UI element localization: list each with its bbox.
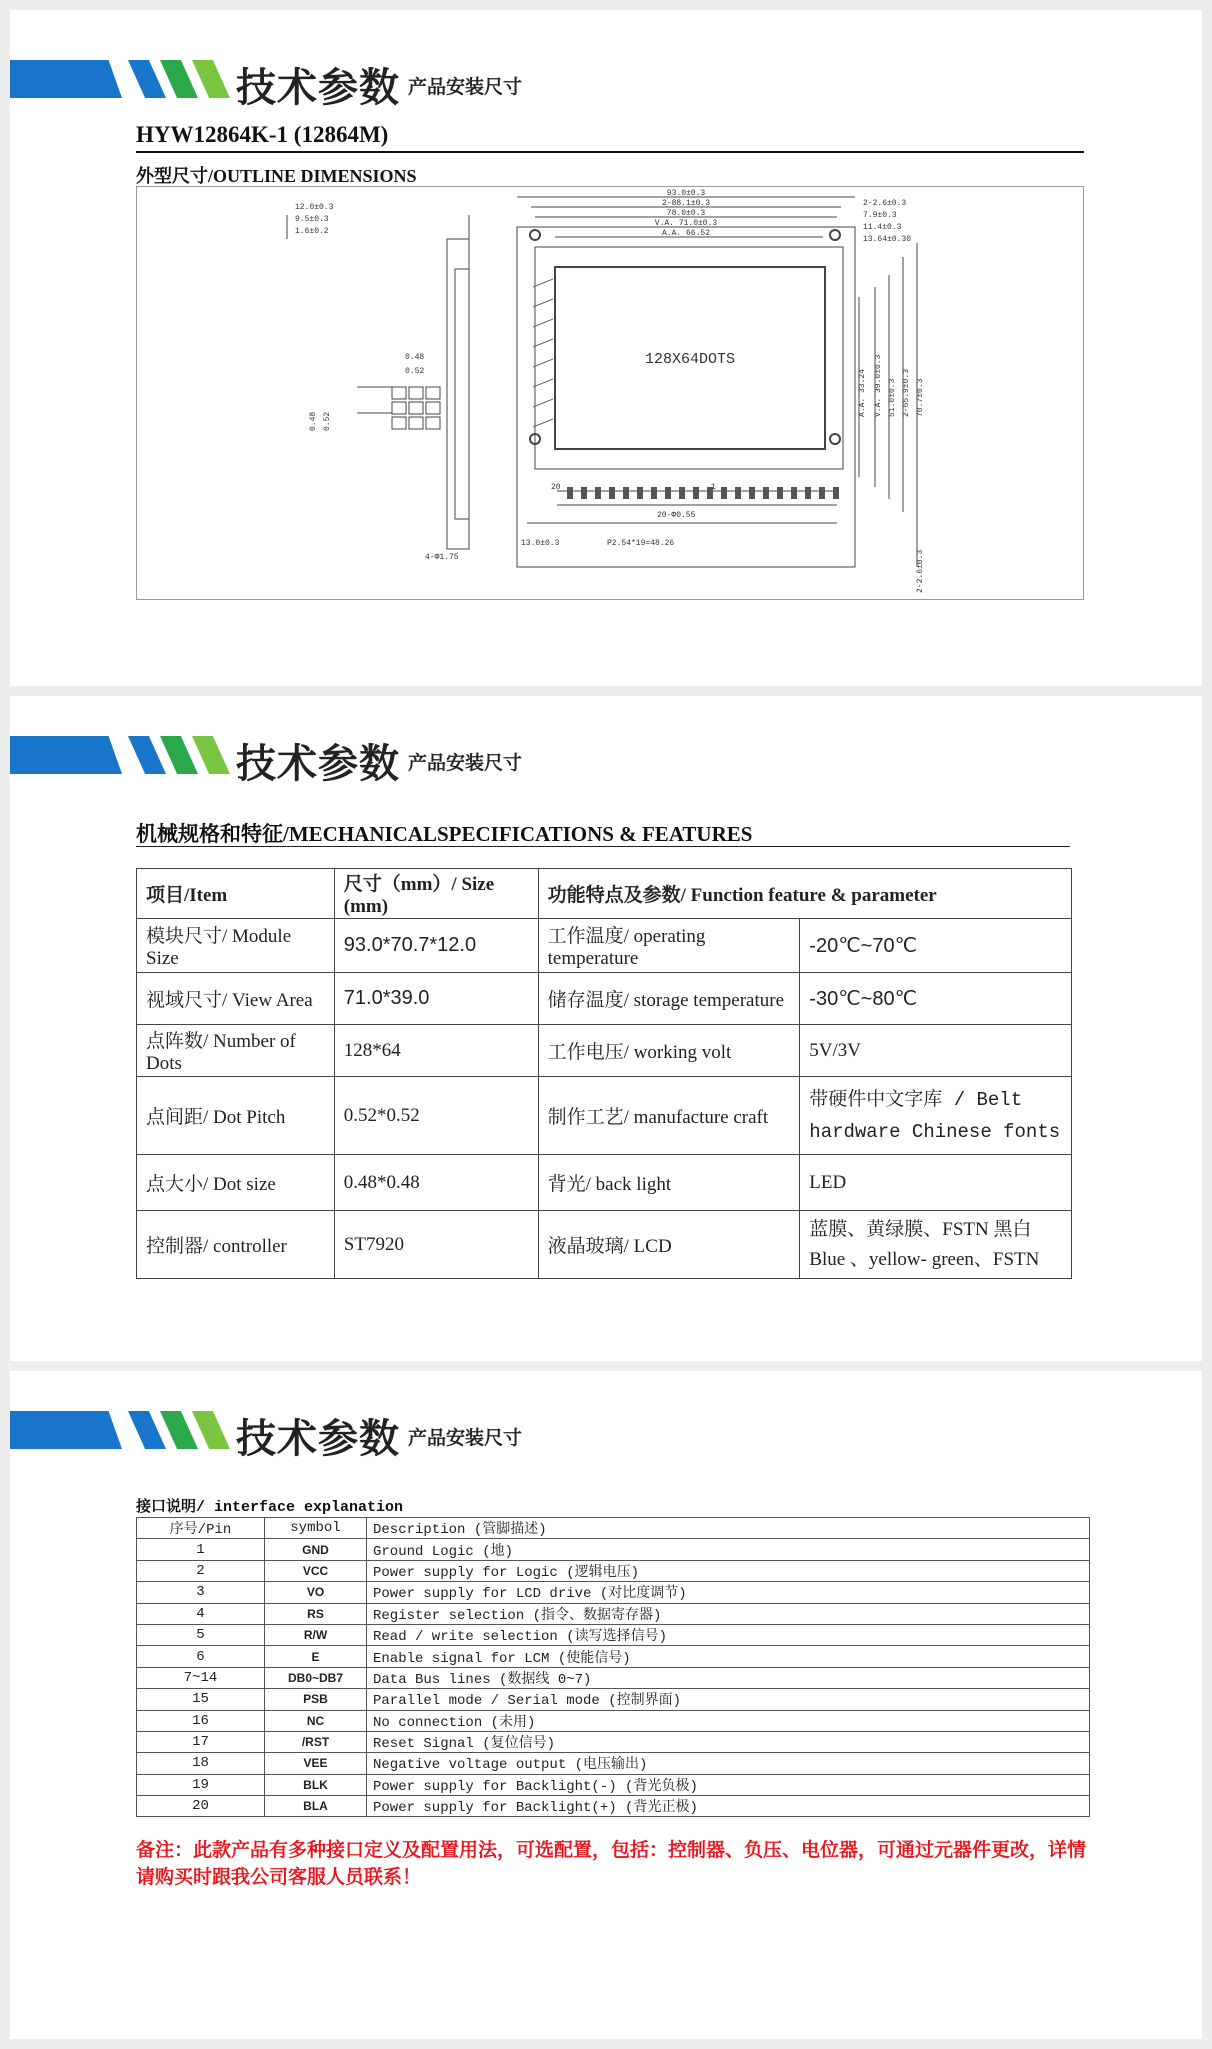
cell-desc: Negative voltage output (电压输出) [367, 1753, 1090, 1774]
cell-item: 点阵数/ Number of Dots [137, 1025, 335, 1077]
table-row [137, 1077, 1072, 1155]
dim-label: 12.0±0.3 [295, 203, 334, 212]
header-title: 技术参数 [236, 65, 400, 111]
table-row [137, 1710, 1090, 1731]
cell-symbol: PSB [265, 1689, 367, 1710]
table-header: 尺寸（mm）/ Size (mm) [334, 869, 538, 919]
outline-title: 外型尺寸/OUTLINE DIMENSIONS [136, 166, 417, 186]
pixel-grid [392, 387, 440, 429]
cell-feature: 储存温度/ storage temperature [538, 973, 800, 1025]
cell-pin: 6 [137, 1646, 265, 1667]
cell-symbol: VCC [265, 1560, 367, 1581]
dim-label: 9.5±0.3 [295, 215, 329, 224]
table-row [137, 1624, 1090, 1645]
dim-label: 2-88.1±0.3 [661, 199, 711, 208]
header-subtitle: 产品安装尺寸 [408, 752, 523, 774]
dim-label: A.A. 33.24 [858, 368, 867, 417]
table-row [137, 919, 1072, 973]
table-row [137, 1667, 1090, 1688]
header-title: 技术参数 [236, 741, 400, 787]
cell-param: 5V/3V [800, 1025, 1072, 1077]
panel-interface [10, 1371, 1202, 2039]
dim-label: 1 [711, 483, 716, 492]
header-stripe [128, 60, 166, 98]
cell-symbol: NC [265, 1710, 367, 1731]
table-row [137, 1211, 1072, 1279]
cell-desc: Enable signal for LCM (使能信号) [367, 1646, 1090, 1667]
cell-symbol: VO [265, 1582, 367, 1603]
cell-item: 视域尺寸/ View Area [137, 973, 335, 1025]
cell-item: 点间距/ Dot Pitch [137, 1077, 335, 1155]
cell-size: 0.52*0.52 [334, 1077, 538, 1155]
cell-feature: 工作温度/ operating temperature [538, 919, 800, 973]
dim-label: 70.7±0.3 [916, 378, 925, 417]
section-header [10, 724, 570, 787]
panel-mechanical [10, 696, 1202, 1361]
cell-symbol: BLA [265, 1796, 367, 1817]
cell-pin: 20 [137, 1796, 265, 1817]
outline-drawing [136, 186, 1084, 600]
cell-pin: 15 [137, 1689, 265, 1710]
table-header: symbol [265, 1518, 367, 1539]
cell-size: 0.48*0.48 [334, 1155, 538, 1211]
table-row [137, 1774, 1090, 1795]
cell-symbol: /RST [265, 1731, 367, 1752]
dim-label: 0.48 [309, 411, 318, 431]
table-header-row [137, 869, 1072, 919]
cell-pin: 2 [137, 1560, 265, 1581]
cell-size: 128*64 [334, 1025, 538, 1077]
table-row [137, 1155, 1072, 1211]
cell-symbol: VEE [265, 1753, 367, 1774]
table-row [137, 1025, 1072, 1077]
cell-pin: 3 [137, 1582, 265, 1603]
table-header: 功能特点及参数/ Function feature & parameter [538, 869, 1071, 919]
interface-title: 接口说明/ interface explanation [136, 1499, 404, 1516]
table-header: Description (管脚描述) [367, 1518, 1090, 1539]
header-title: 技术参数 [236, 1416, 400, 1462]
table-row [137, 973, 1072, 1025]
cell-symbol: E [265, 1646, 367, 1667]
cell-param: -20℃~70℃ [800, 919, 1072, 973]
section-header [10, 48, 570, 111]
table-row [137, 1753, 1090, 1774]
dim-label: 2-2.6±0.3 [916, 549, 925, 593]
side-view-board [447, 239, 469, 549]
dim-label: 20-Φ0.55 [657, 511, 696, 520]
cell-desc: Power supply for LCD drive (对比度调节) [367, 1582, 1090, 1603]
dimension-drawing [137, 187, 1085, 601]
table-row [137, 1731, 1090, 1752]
section-header [10, 1399, 570, 1462]
mech-title: 机械规格和特征/MECHANICALSPECIFICATIONS & FEATURES [136, 822, 753, 846]
cell-desc: Parallel mode / Serial mode (控制界面) [367, 1689, 1090, 1710]
dim-label: 0.52 [405, 367, 425, 376]
header-subtitle: 产品安装尺寸 [408, 1427, 523, 1449]
cell-feature: 液晶玻璃/ LCD [538, 1211, 800, 1279]
header-stripe [10, 1411, 122, 1449]
cell-feature: 背光/ back light [538, 1155, 800, 1211]
table-row [137, 1689, 1090, 1710]
table-row [137, 1646, 1090, 1667]
header-stripe [160, 1411, 198, 1449]
mech-spec-table [136, 868, 1072, 1279]
cell-param: 蓝膜、黄绿膜、FSTN 黑白 Blue 、yellow- green、FSTN [800, 1211, 1072, 1279]
dim-label: 11.4±0.3 [863, 223, 902, 232]
header-stripe [10, 60, 122, 98]
divider [136, 151, 1084, 153]
dim-label: 7.9±0.3 [863, 211, 897, 220]
cell-pin: 17 [137, 1731, 265, 1752]
cell-param: 带硬件中文字库 / Belt hardware Chinese fonts [800, 1077, 1072, 1155]
cell-param: LED [800, 1155, 1072, 1211]
header-stripe [192, 736, 230, 774]
dots-label: 128X64DOTS [644, 351, 736, 368]
dim-label: 78.0±0.3 [666, 209, 706, 218]
table-row [137, 1539, 1090, 1560]
table-row [137, 1603, 1090, 1624]
cell-pin: 1 [137, 1539, 265, 1560]
cell-desc: Power supply for Backlight(-) (背光负极) [367, 1774, 1090, 1795]
dim-label: P2.54*19=48.26 [607, 539, 675, 548]
hatch [533, 279, 553, 427]
dim-label: 13.64±0.30 [863, 235, 912, 244]
cell-symbol: DB0~DB7 [265, 1667, 367, 1688]
cell-symbol: RS [265, 1603, 367, 1624]
header-stripe [192, 1411, 230, 1449]
header-stripe [10, 736, 122, 774]
dim-label: 2-65.9±0.3 [902, 368, 911, 417]
cell-item: 控制器/ controller [137, 1211, 335, 1279]
cell-desc: Power supply for Backlight(+) (背光正极) [367, 1796, 1090, 1817]
table-header: 项目/Item [137, 869, 335, 919]
table-row [137, 1582, 1090, 1603]
pin-table [136, 1517, 1090, 1817]
cell-pin: 5 [137, 1624, 265, 1645]
model-name: HYW12864K-1 (12864M) [136, 122, 389, 147]
header-stripe [128, 1411, 166, 1449]
cell-item: 模块尺寸/ Module Size [137, 919, 335, 973]
cell-item: 点大小/ Dot size [137, 1155, 335, 1211]
dim-label: 13.0±0.3 [521, 539, 560, 548]
connector-pins [567, 487, 839, 499]
table-row [137, 1796, 1090, 1817]
cell-pin: 19 [137, 1774, 265, 1795]
cell-feature: 工作电压/ working volt [538, 1025, 800, 1077]
cell-desc: Ground Logic (地) [367, 1539, 1090, 1560]
header-stripe [128, 736, 166, 774]
dim-label: 4-Φ1.75 [425, 553, 459, 562]
dim-label: 0.52 [323, 411, 332, 431]
dim-label: A.A. 66.52 [661, 229, 711, 238]
dim-label: 20 [551, 483, 561, 492]
remark-note: 备注：此款产品有多种接口定义及配置用法，可选配置，包括：控制器、负压、电位器，可通过元器件更改，详情请购买时跟我公司客服人员联系！ [136, 1839, 1087, 1888]
cell-pin: 7~14 [137, 1667, 265, 1688]
header-stripe [160, 736, 198, 774]
cell-symbol: BLK [265, 1774, 367, 1795]
table-header: 序号/Pin [137, 1518, 265, 1539]
cell-feature: 制作工艺/ manufacture craft [538, 1077, 800, 1155]
cell-size: 71.0*39.0 [334, 973, 538, 1025]
dim-label: 93.0±0.3 [666, 189, 706, 198]
cell-desc: Reset Signal (复位信号) [367, 1731, 1090, 1752]
divider [136, 846, 1070, 847]
cell-size: 93.0*70.7*12.0 [334, 919, 538, 973]
cell-desc: No connection (未用) [367, 1710, 1090, 1731]
dim-label: 1.6±0.2 [295, 227, 329, 236]
cell-desc: Read / write selection (读写选择信号) [367, 1624, 1090, 1645]
header-subtitle: 产品安装尺寸 [408, 76, 523, 98]
side-view-lcd [455, 269, 469, 519]
dim-label: V.A. 39.0±0.3 [874, 354, 883, 417]
header-stripe [192, 60, 230, 98]
cell-pin: 4 [137, 1603, 265, 1624]
cell-symbol: GND [265, 1539, 367, 1560]
cell-desc: Register selection (指令、数据寄存器) [367, 1603, 1090, 1624]
table-row [137, 1560, 1090, 1581]
dim-label: 2-2.6±0.3 [863, 199, 907, 208]
header-stripe [160, 60, 198, 98]
cell-desc: Data Bus lines (数据线 0~7) [367, 1667, 1090, 1688]
panel-outline [10, 10, 1202, 686]
dim-label: 0.48 [405, 353, 425, 362]
table-header-row [137, 1518, 1090, 1539]
cell-size: ST7920 [334, 1211, 538, 1279]
cell-pin: 18 [137, 1753, 265, 1774]
cell-desc: Power supply for Logic (逻辑电压) [367, 1560, 1090, 1581]
cell-symbol: R/W [265, 1624, 367, 1645]
cell-pin: 16 [137, 1710, 265, 1731]
dim-label: V.A. 71.0±0.3 [654, 219, 718, 228]
dim-label: 51.0±0.3 [888, 378, 897, 417]
cell-param: -30℃~80℃ [800, 973, 1072, 1025]
